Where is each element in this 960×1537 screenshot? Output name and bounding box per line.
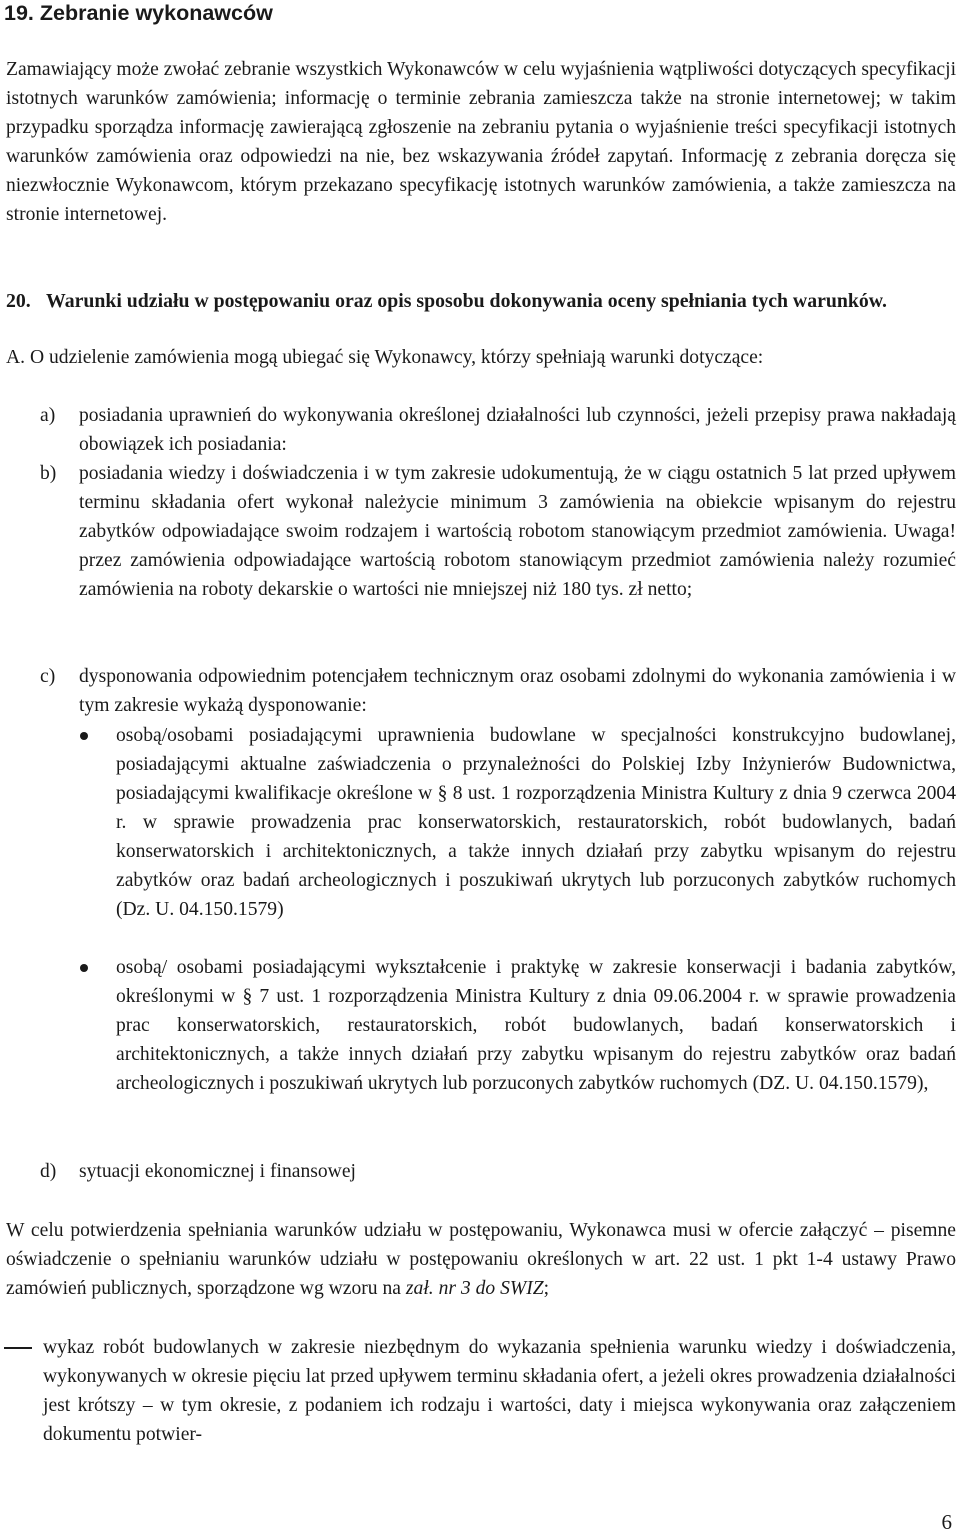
section-20-number: 20.	[6, 290, 31, 312]
list-label-b: b)	[40, 463, 57, 484]
list-item-d	[6, 1157, 956, 1186]
page-number: 6	[941, 1510, 952, 1534]
bullet-item-2	[80, 953, 956, 1098]
list-text-a: posiadania uprawnień do wykonywania określonej działalności lub czynności, jeżeli przepisy prawa nakładają obowiązek ich posiadania:	[79, 405, 956, 455]
dash-list-item	[4, 1333, 956, 1449]
bullet-icon	[80, 964, 88, 972]
section-20-title: Warunki udziału w postępowaniu oraz opis sposobu dokonywania oceny spełniania tych warunków.	[46, 290, 887, 312]
confirmation-paragraph	[6, 1216, 956, 1303]
list-text-b: posiadania wiedzy i doświadczenia i w tym zakresie udokumentują, że w ciągu ostatnich 5 lat przed upływem terminu składania ofert wykonał należycie minimum 3 zamówienia na obiekcie wpisanym do rejestru zabytków odpowiadające swoim rodzajem i wartością robotom stanowiącym przedmiot zamówienia. Uwaga! przez zamówienia odpowiadające wartością robotom stanowiącym przedmiot zamówienia należy rozumieć zamówienia na roboty dekarskie o wartości nie mniejszej niż 180 tys. zł netto;	[79, 463, 956, 600]
bullet-text-2: osobą/ osobami posiadającymi wykształcenie i praktykę w zakresie konserwacji i badania zabytków, określonymi w § 7 ust. 1 rozporządzenia Ministra Kultury z dnia 09.06.2004 r. w sprawie prowadzenia prac konserwatorskich, restauratorskich, robót budowlanych, badań konserwatorskich i architektonicznych, a także innych działań przy zabytku wpisanym do rejestru zabytków oraz badań archeologicznych i poszukiwań ukrytych lub porzuconych zabytków ruchomych (DZ. U. 04.150.1579),	[116, 957, 956, 1094]
section-19-paragraph: Zamawiający może zwołać zebranie wszystkich Wykonawców w celu wyjaśnienia wątpliwości dotyczących specyfikacji istotnych warunków zamówienia; informację o terminie zebrania zamieszcza także na stronie internetowej; w takim przypadku sporządza informację zawierającą zgłoszenie na zebraniu pytania o wyjaśnienie treści specyfikacji istotnych warunków zamówienia oraz odpowiedzi na nie, bez wskazywania źródeł zapytań. Informację z zebrania doręcza się niezwłocznie Wykonawcom, którym przekazano specyfikację istotnych warunków zamówienia, a także zamieszcza na stronie internetowej.	[6, 59, 957, 225]
list-label-a: a)	[40, 405, 56, 426]
confirmation-reference: zał. nr 3 do SWIZ	[405, 1278, 544, 1299]
confirmation-text: W celu potwierdzenia spełniania warunków udziału w postępowaniu, Wykonawca musi w ofercie załączyć – pisemne oświadczenie o spełnianiu warunków udziału w postępowaniu określonych w art. 22 ust. 1 pkt 1-4 ustawy Prawo zamówień publicznych, sporządzone wg wzoru na	[6, 1220, 956, 1299]
list-item-c	[6, 662, 956, 720]
list-item-a	[6, 401, 956, 459]
part-a-intro: A. O udzielenie zamówienia mogą ubiegać się Wykonawcy, którzy spełniają warunki dotyczące:	[6, 347, 764, 368]
list-label-c: c)	[40, 666, 56, 687]
list-item-b	[6, 459, 956, 604]
list-label-d: d)	[40, 1161, 57, 1182]
list-text-d: sytuacji ekonomicznej i finansowej	[79, 1161, 356, 1182]
confirmation-end: ;	[543, 1278, 550, 1299]
bullet-text-1: osobą/osobami posiadającymi uprawnienia budowlane w specjalności konstrukcyjno budowlanej, posiadającymi aktualne zaświadczenia o przynależności do Polskiej Izby Inżynierów Budownictwa, posiadającymi kwalifikacje określone w § 8 ust. 1 rozporządzenia Ministra Kultury z dnia 9 czerwca 2004 r. w sprawie prowadzenia prac konserwatorskich, restauratorskich, robót budowlanych, badań konserwatorskich i architektonicznych, a także innych działań przy zabytku wpisanym do rejestru zabytków oraz badań archeologicznych i poszukiwań ukrytych lub porzuconych zabytków ruchomych (Dz. U. 04.150.1579)	[116, 725, 956, 920]
bullet-icon	[80, 732, 88, 740]
section-20-heading	[6, 287, 956, 315]
list-text-c: dysponowania odpowiednim potencjałem technicznym oraz osobami zdolnymi do wykonania zamówienia i w tym zakresie wykażą dysponowanie:	[79, 666, 956, 716]
bullet-item-1	[80, 721, 956, 924]
dash-icon	[4, 1347, 32, 1349]
section-19-heading: 19. Zebranie wykonawców	[4, 1, 273, 25]
dash-item-text: wykaz robót budowlanych w zakresie niezbędnym do wykazania spełnienia warunku wiedzy i doświadczenia, wykonywanych w okresie pięciu lat przed upływem terminu składania ofert, a jeżeli okres prowadzenia działalności jest krótszy – w tym okresie, z podaniem ich rodzaju i wartości, daty i miejsca wykonywania oraz załączeniem dokumentu potwier-	[43, 1337, 956, 1445]
